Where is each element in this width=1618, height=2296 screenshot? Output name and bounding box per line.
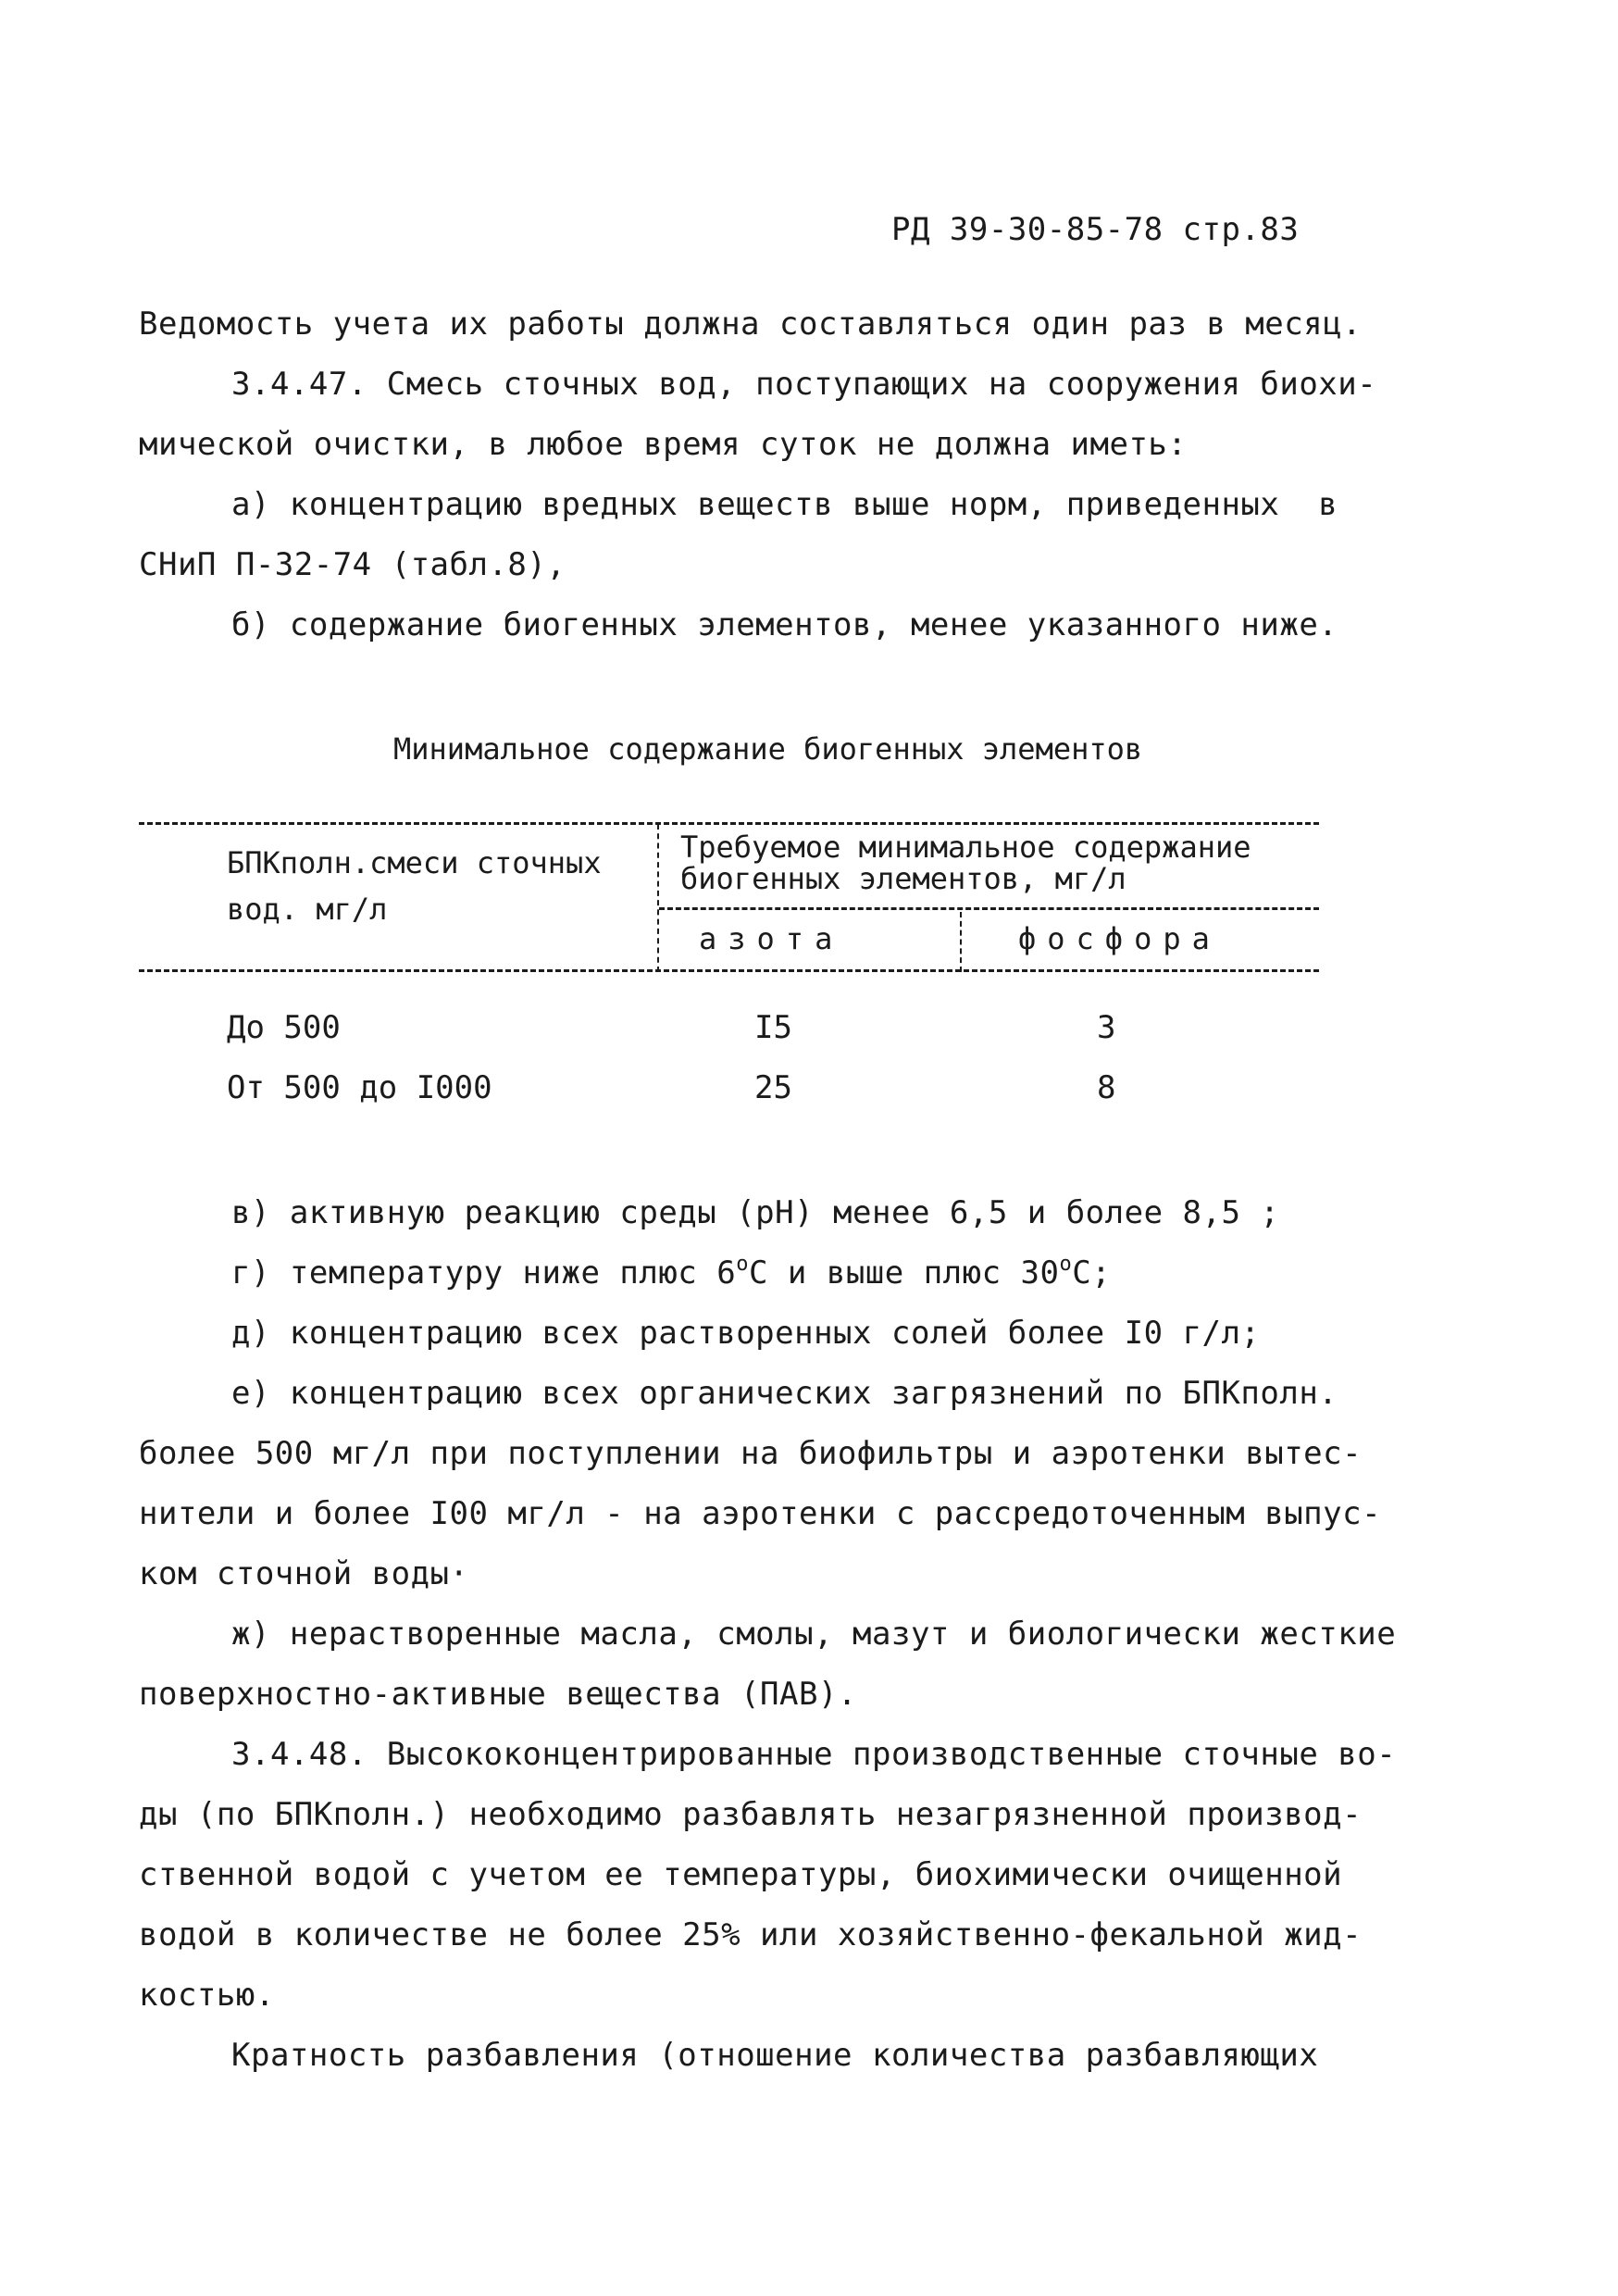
cell-bod: От 500 до I000: [227, 1069, 492, 1106]
paragraph-line: 3.4.47. Смесь сточных вод, поступающих на сооружения биохи-: [231, 366, 1377, 403]
group-header: Требуемое минимальное содержание: [680, 830, 1251, 865]
subheader-nitrogen: азота: [699, 921, 844, 956]
item-g: [231, 1254, 1111, 1292]
col-header-bod-unit: вод. мг/л: [227, 892, 388, 927]
subheader-rule: [659, 907, 1319, 910]
paragraph-line: водой в количестве не более 25% или хозяйственно-фекальной жид-: [139, 1916, 1363, 1953]
subcolumn-divider: [960, 912, 962, 972]
degree-sup: о: [1059, 1253, 1073, 1276]
paragraph-line: более 500 мг/л при поступлении на биофильтры и аэротенки вытес-: [139, 1435, 1363, 1472]
paragraph-line: ственной водой с учетом ее температуры, биохимически очищенной: [139, 1856, 1343, 1893]
cell-phosphorus: 3: [1097, 1009, 1116, 1046]
subheader-phosphorus: фосфора: [1018, 921, 1221, 956]
group-header-unit: биогенных элементов, мг/л: [680, 861, 1126, 896]
item-g-part: г) температуру ниже плюс 6: [231, 1254, 737, 1292]
paragraph-line: поверхностно-активные вещества (ПАВ).: [139, 1676, 857, 1713]
paragraph-line: ком сточной воды·: [139, 1555, 469, 1592]
cell-nitrogen: 25: [754, 1069, 792, 1106]
cell-phosphorus: 8: [1097, 1069, 1116, 1106]
paragraph-line: а) концентрацию вредных веществ выше норм, приведенных в: [231, 486, 1338, 523]
paragraph-line: Кратность разбавления (отношение количества разбавляющих: [231, 2037, 1319, 2074]
paragraph-line: ж) нерастворенные масла, смолы, мазут и биологически жесткие: [231, 1616, 1397, 1653]
paragraph-line: е) концентрацию всех органических загрязнений по БПКполн.: [231, 1375, 1338, 1412]
paragraph-line: б) содержание биогенных элементов, менее указанного ниже.: [231, 606, 1338, 643]
column-divider: [657, 824, 659, 972]
paragraph-line: Ведомость учета их работы должна составляться один раз в месяц.: [139, 306, 1363, 343]
item-v: в) активную реакцию среды (pH) менее 6,5 и более 8,5 ;: [231, 1194, 1280, 1231]
header-bottom-rule: [139, 969, 1319, 972]
table-caption: Минимальное содержание биогенных элементов: [393, 731, 1143, 767]
paragraph-line: костью.: [139, 1977, 275, 2014]
item-g-part: С;: [1072, 1254, 1112, 1292]
item-g-part: С и выше плюс 30: [748, 1254, 1060, 1292]
cell-nitrogen: I5: [754, 1009, 792, 1046]
paragraph-line: нители и более I00 мг/л - на аэротенки с рассредоточенным выпус-: [139, 1495, 1382, 1532]
col-header-bod: БПКполн.смеси сточных: [227, 845, 602, 880]
paragraph-line: мической очистки, в любое время суток не должна иметь:: [139, 426, 1188, 463]
paragraph-line: СНиП П-32-74 (табл.8),: [139, 546, 566, 583]
cell-bod: До 500: [227, 1009, 341, 1046]
table-top-rule: [139, 822, 1319, 825]
page-header: РД 39-30-85-78 стр.83: [891, 211, 1300, 248]
item-d: д) концентрацию всех растворенных солей более I0 г/л;: [231, 1315, 1261, 1352]
paragraph-line: ды (по БПКполн.) необходимо разбавлять незагрязненной производ-: [139, 1796, 1363, 1833]
paragraph-line: 3.4.48. Высококонцентрированные производственные сточные во-: [231, 1736, 1397, 1773]
degree-sup: о: [736, 1253, 749, 1276]
